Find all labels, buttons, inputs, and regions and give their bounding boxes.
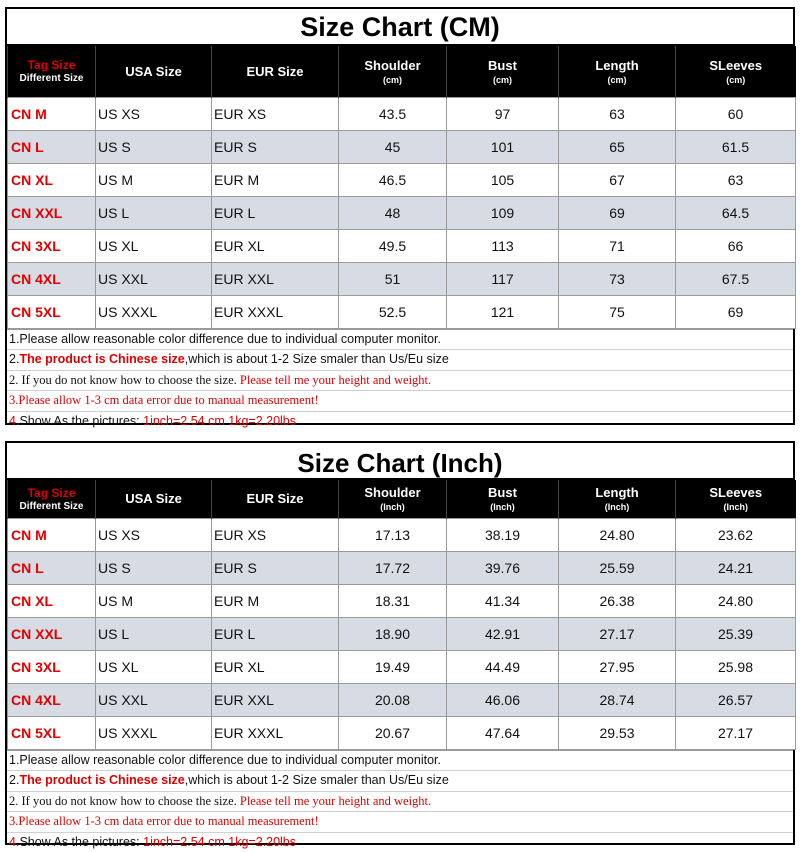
cell-tag: CN 4XL [8,262,96,295]
header-usa-size: USA Size [96,46,212,97]
cell-sleeves: 64.5 [676,196,796,229]
note-conversion: 4.Show As the pictures: 1inch=2.54 cm 1kg=2.20lbs [7,412,793,432]
cell-bust: 109 [447,196,559,229]
cell-length: 25.59 [559,551,676,584]
header-bust: Bust (Inch) [447,480,559,518]
cell-tag: CN L [8,130,96,163]
cell-sleeves: 60 [676,97,796,130]
cell-shoulder: 19.49 [339,650,447,683]
cell-shoulder: 20.67 [339,716,447,749]
cell-usa: US L [96,617,212,650]
header-tag-size: Tag Size Different Size [8,480,96,518]
cell-length: 75 [559,295,676,328]
cell-tag: CN M [8,97,96,130]
cell-length: 28.74 [559,683,676,716]
header-shoulder: Shoulder (Inch) [339,480,447,518]
header-eur-size: EUR Size [212,480,339,518]
cell-length: 63 [559,97,676,130]
table-row [8,196,796,229]
cell-tag: CN 3XL [8,650,96,683]
cell-sleeves: 26.57 [676,683,796,716]
cell-shoulder: 46.5 [339,163,447,196]
size-table-inch [7,480,796,750]
cell-shoulder: 18.31 [339,584,447,617]
cell-eur: EUR L [212,617,339,650]
cell-length: 67 [559,163,676,196]
cell-eur: EUR L [212,196,339,229]
header-sleeves: SLeeves (Inch) [676,480,796,518]
cell-tag: CN XXL [8,617,96,650]
cell-shoulder: 51 [339,262,447,295]
cell-eur: EUR S [212,551,339,584]
cell-bust: 117 [447,262,559,295]
cell-tag: CN XL [8,584,96,617]
cell-bust: 42.91 [447,617,559,650]
cell-eur: EUR XS [212,518,339,551]
cell-usa: US XXXL [96,295,212,328]
cell-sleeves: 24.80 [676,584,796,617]
cell-length: 27.95 [559,650,676,683]
cell-bust: 105 [447,163,559,196]
table-header-row [8,46,796,97]
cell-bust: 39.76 [447,551,559,584]
header-eur-size: EUR Size [212,46,339,97]
note-chinese-size: 2.The product is Chinese size,which is about 1-2 Size smaler than Us/Eu size [7,350,793,371]
cell-shoulder: 45 [339,130,447,163]
cell-usa: US M [96,584,212,617]
cell-tag: CN 4XL [8,683,96,716]
cell-length: 73 [559,262,676,295]
cell-eur: EUR S [212,130,339,163]
cell-eur: EUR M [212,163,339,196]
cell-shoulder: 18.90 [339,617,447,650]
table-row [8,617,796,650]
cell-sleeves: 61.5 [676,130,796,163]
note-data-error: 3.Please allow 1-3 cm data error due to manual measurement! [7,391,793,412]
header-sleeves: SLeeves (cm) [676,46,796,97]
cell-bust: 38.19 [447,518,559,551]
cell-usa: US XXXL [96,716,212,749]
cell-length: 24.80 [559,518,676,551]
cell-sleeves: 25.39 [676,617,796,650]
cell-usa: US XL [96,229,212,262]
cell-sleeves: 24.21 [676,551,796,584]
cell-sleeves: 27.17 [676,716,796,749]
cell-length: 69 [559,196,676,229]
header-length: Length (Inch) [559,480,676,518]
table-row [8,130,796,163]
table-row [8,295,796,328]
header-bust: Bust (cm) [447,46,559,97]
cell-bust: 44.49 [447,650,559,683]
notes-inch [7,750,793,852]
cell-shoulder: 52.5 [339,295,447,328]
header-shoulder: Shoulder (cm) [339,46,447,97]
cell-eur: EUR XXL [212,683,339,716]
table-row [8,650,796,683]
cell-usa: US M [96,163,212,196]
cell-bust: 113 [447,229,559,262]
cell-usa: US XL [96,650,212,683]
cell-length: 27.17 [559,617,676,650]
table-row [8,551,796,584]
table-row [8,716,796,749]
cell-length: 71 [559,229,676,262]
table-row [8,262,796,295]
cell-sleeves: 66 [676,229,796,262]
note-height-weight: 2. If you do not know how to choose the size. Please tell me your height and weight. [7,792,793,813]
cell-length: 65 [559,130,676,163]
cell-bust: 47.64 [447,716,559,749]
cell-shoulder: 43.5 [339,97,447,130]
cell-shoulder: 20.08 [339,683,447,716]
cell-sleeves: 69 [676,295,796,328]
size-chart-inch [5,441,795,845]
cell-sleeves: 25.98 [676,650,796,683]
chart-title-cm: Size Chart (CM) [7,9,793,46]
cell-tag: CN L [8,551,96,584]
note-height-weight: 2. If you do not know how to choose the size. Please tell me your height and weight. [7,371,793,392]
table-row [8,584,796,617]
notes-cm [7,329,793,432]
size-chart-cm [5,7,795,425]
cell-eur: EUR XXXL [212,716,339,749]
cell-tag: CN 5XL [8,716,96,749]
cell-eur: EUR XXXL [212,295,339,328]
size-table-cm [7,46,796,329]
table-row [8,683,796,716]
cell-sleeves: 63 [676,163,796,196]
cell-usa: US XXL [96,262,212,295]
cell-eur: EUR XL [212,229,339,262]
cell-bust: 41.34 [447,584,559,617]
cell-bust: 121 [447,295,559,328]
cell-tag: CN 3XL [8,229,96,262]
chart-title-inch: Size Chart (Inch) [7,443,793,480]
cell-bust: 97 [447,97,559,130]
cell-shoulder: 17.72 [339,551,447,584]
header-usa-size: USA Size [96,480,212,518]
table-row [8,229,796,262]
cell-tag: CN XXL [8,196,96,229]
cell-length: 26.38 [559,584,676,617]
table-header-row [8,480,796,518]
cell-tag: CN 5XL [8,295,96,328]
cell-shoulder: 17.13 [339,518,447,551]
note-chinese-size: 2.The product is Chinese size,which is about 1-2 Size smaler than Us/Eu size [7,771,793,792]
note-conversion: 4.Show As the pictures: 1inch=2.54 cm 1kg=2.20lbs [7,833,793,852]
cell-shoulder: 48 [339,196,447,229]
cell-usa: US S [96,551,212,584]
cell-bust: 101 [447,130,559,163]
cell-eur: EUR M [212,584,339,617]
header-tag-size: Tag Size Different Size [8,46,96,97]
cell-eur: EUR XL [212,650,339,683]
cell-sleeves: 23.62 [676,518,796,551]
cell-usa: US XXL [96,683,212,716]
table-row [8,518,796,551]
cell-shoulder: 49.5 [339,229,447,262]
cell-bust: 46.06 [447,683,559,716]
cell-tag: CN XL [8,163,96,196]
note-data-error: 3.Please allow 1-3 cm data error due to manual measurement! [7,812,793,833]
note-color-difference: 1.Please allow reasonable color difference due to individual computer monitor. [7,751,793,772]
cell-usa: US XS [96,518,212,551]
cell-sleeves: 67.5 [676,262,796,295]
cell-tag: CN M [8,518,96,551]
cell-usa: US L [96,196,212,229]
cell-eur: EUR XS [212,97,339,130]
cell-eur: EUR XXL [212,262,339,295]
table-row [8,163,796,196]
cell-length: 29.53 [559,716,676,749]
note-color-difference: 1.Please allow reasonable color difference due to individual computer monitor. [7,330,793,351]
table-row [8,97,796,130]
cell-usa: US S [96,130,212,163]
header-length: Length (cm) [559,46,676,97]
cell-usa: US XS [96,97,212,130]
